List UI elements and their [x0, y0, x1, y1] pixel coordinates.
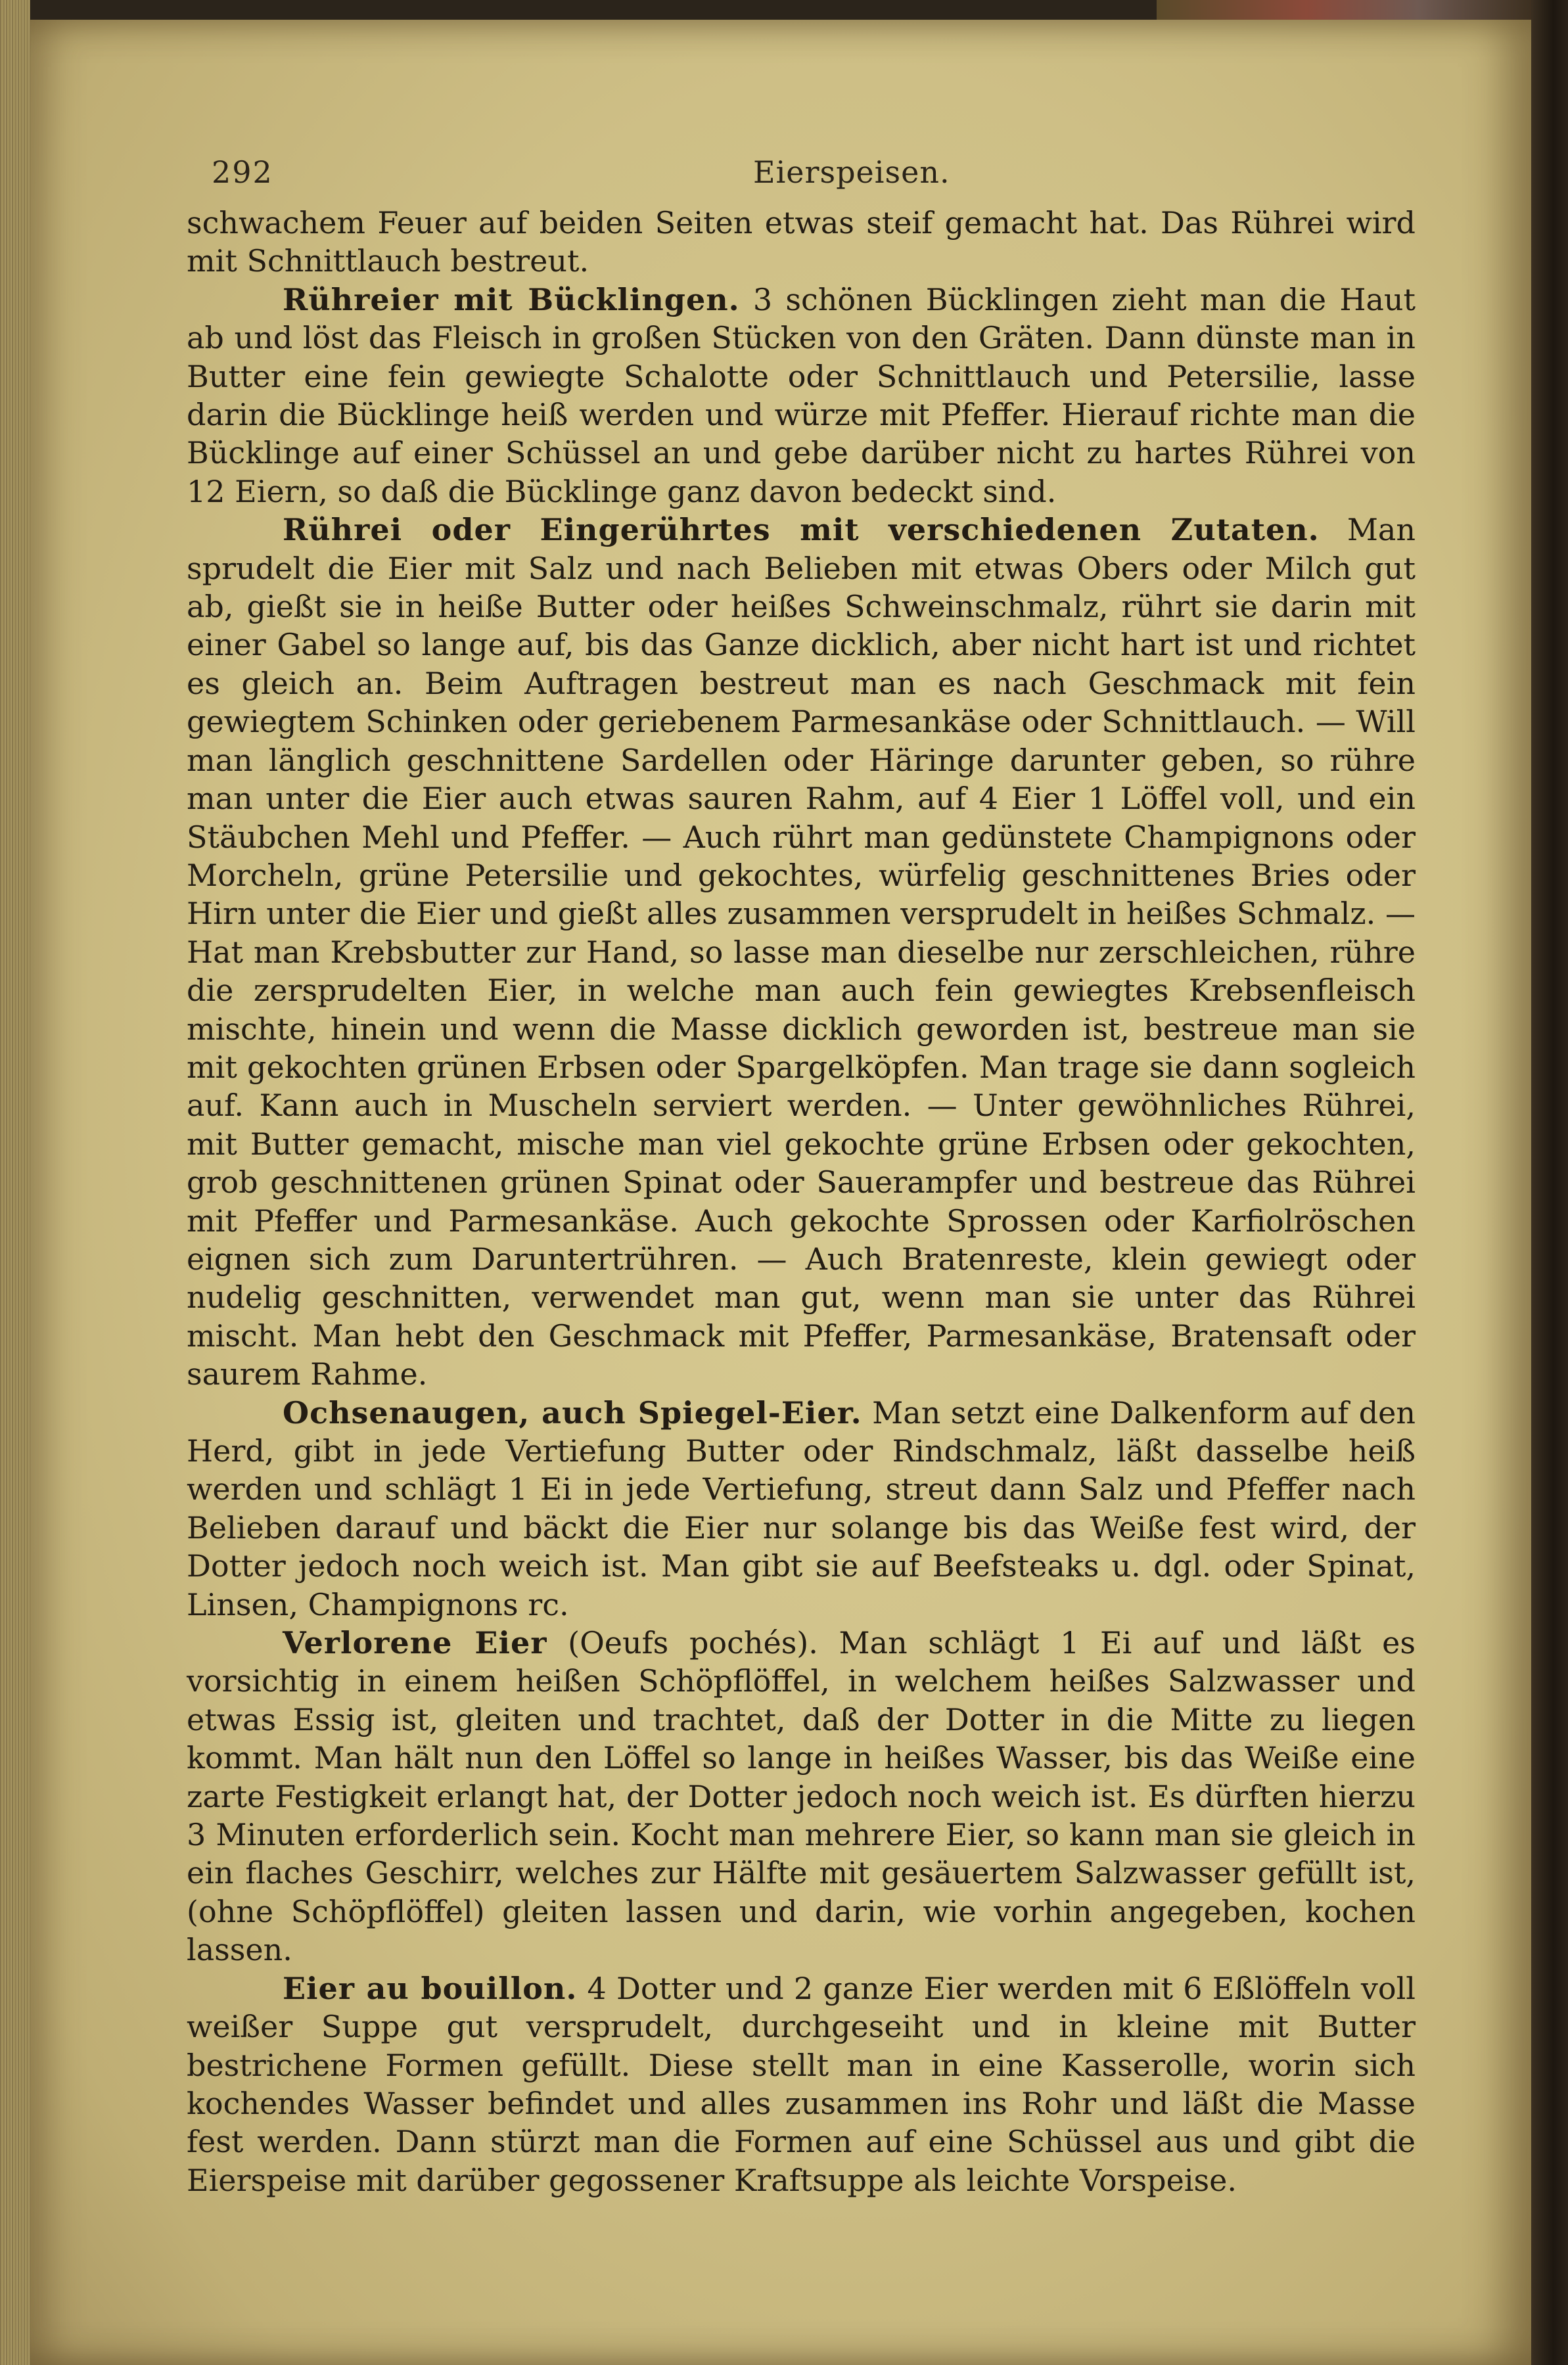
book-page-edges [0, 0, 30, 2365]
book-spine-shadow [1531, 0, 1568, 2365]
paragraph-continuation [187, 204, 1416, 281]
recipe-ruehrei-zutaten [187, 511, 1416, 1393]
recipe-text: Man setzt eine Dalkenform auf den Herd, gibt in jede Vertiefung Butter oder Rindschmalz, läßt dasselbe heiß werden und schlägt 1 Ei in jede Vertiefung, streut dann Salz und Pfeffer nach Belieben darauf und bäckt die Eier nur solange bis das Weiße fest wird, der Dotter jedoch noch weich ist. Man gibt sie auf Beefsteaks u. dgl. oder Spinat, Linsen, Champignons rc. [187, 1394, 1416, 1622]
recipe-heading: Eier au bouillon. [283, 1970, 578, 2006]
recipe-heading: Rührei oder Eingerührtes mit verschiedenen Zutaten. [283, 512, 1320, 548]
recipe-eier-au-bouillon [187, 1969, 1416, 2199]
recipe-heading: Rühreier mit Bücklingen. [283, 281, 740, 317]
recipe-rueheier-buecklingen [187, 281, 1416, 511]
recipe-text: 4 Dotter und 2 ganze Eier werden mit 6 Eßlöffeln voll weißer Suppe gut versprudelt, durchgeseiht und in kleine mit Butter bestrichene Formen gefüllt. Diese stellt man in eine Kasserolle, worin sich kochendes Wasser befindet und alles zusammen ins Rohr und läßt die Masse fest werden. Dann stürzt man die Formen auf eine Schüssel aus und gibt die Eierspeise mit darüber gegossener Kraftsuppe als leichte Vorspeise. [187, 1970, 1416, 2198]
recipe-text: 3 schönen Bücklingen zieht man die Haut ab und löst das Fleisch in großen Stücken von den Gräten. Dann dünste man in Butter eine fein gewiegte Schalotte oder Schnittlauch und Petersilie, lasse darin die Bücklinge heiß werden und würze mit Pfeffer. Hierauf richte man die Bücklinge auf einer Schüssel an und gebe darüber nicht zu hartes Rührei von 12 Eiern, so daß die Bücklinge ganz davon bedeckt sind. [187, 281, 1416, 509]
running-title: Eierspeisen. [753, 154, 950, 190]
recipe-heading: Ochsenaugen, auch Spiegel-Eier. [283, 1394, 862, 1431]
recipe-heading: Verlorene Eier [283, 1625, 547, 1661]
recipe-text: (Oeufs pochés). Man schlägt 1 Ei auf und läßt es vorsichtig in einem heißen Schöpflöffel, in welchem heißes Salzwasser und etwas Essig ist, gleiten und trachtet, daß der Dotter in die Mitte zu liegen kommt. Man hält nun den Löffel so lange in heißes Wasser, bis das Weiße eine zarte Festigkeit erlangt hat, der Dotter jedoch noch weich ist. Es dürften hierzu 3 Minuten erforderlich sein. Kocht man mehrere Eier, so kann man sie gleich in ein flaches Geschirr, welches zur Hälfte mit gesäuertem Salzwasser gefüllt ist, (ohne Schöpflöffel) gleiten lassen und darin, wie vorhin angegeben, kochen lassen. [187, 1625, 1416, 1968]
page-number: 292 [212, 154, 273, 190]
recipe-text: Man sprudelt die Eier mit Salz und nach Belieben mit etwas Obers oder Milch gut ab, gießt sie in heiße Butter oder heißes Schweinschmalz, rührt sie darin mit einer Gabel so lange auf, bis das Ganze dicklich, aber nicht hart ist und richtet es gleich an. Beim Auftragen bestreut man es nach Geschmack mit fein gewiegtem Schinken oder geriebenem Parmesankäse oder Schnittlauch. — Will man länglich geschnittene Sardellen oder Häringe darunter geben, so rühre man unter die Eier auch etwas sauren Rahm, auf 4 Eier 1 Löffel voll, und ein Stäubchen Mehl und Pfeffer. — Auch rührt man gedünstete Champignons oder Morcheln, grüne Petersilie und gekochtes, würfelig geschnittenes Bries oder Hirn unter die Eier und gießt alles zusammen versprudelt in heißes Schmalz. — Hat man Krebsbutter zur Hand, so lasse man dieselbe nur zerschleichen, rühre die zersprudelten Eier, in welche man auch fein gewiegtes Krebsenfleisch mischte, hinein und wenn die Masse dicklich geworden ist, bestreue man sie mit gekochten grünen Erbsen oder Spargelköpfen. Man trage sie dann sogleich auf. Kann auch in Muscheln serviert werden. — Unter gewöhnliches Rührei, mit Butter gemacht, mische man viel gekochte grüne Erbsen oder gekochten, grob geschnittenen grünen Spinat oder Sauerampfer und bestreue das Rührei mit Pfeffer und Parmesankäse. Auch gekochte Sprossen oder Karfiolröschen eignen sich zum Daruntertrühren. — Auch Bratenreste, klein gewiegt oder nudelig geschnitten, verwendet man gut, wenn man sie unter das Rührei mischt. Man hebt den Geschmack mit Pfeffer, Parmesankäse, Bratensaft oder saurem Rahme. [187, 512, 1416, 1392]
paragraph-text: schwachem Feuer auf beiden Seiten etwas steif gemacht hat. Das Rührei wird mit Schnittlauch bestreut. [187, 205, 1416, 279]
recipe-verlorene-eier [187, 1624, 1416, 1969]
recipe-ochsenaugen [187, 1394, 1416, 1624]
body-text [187, 204, 1416, 2199]
